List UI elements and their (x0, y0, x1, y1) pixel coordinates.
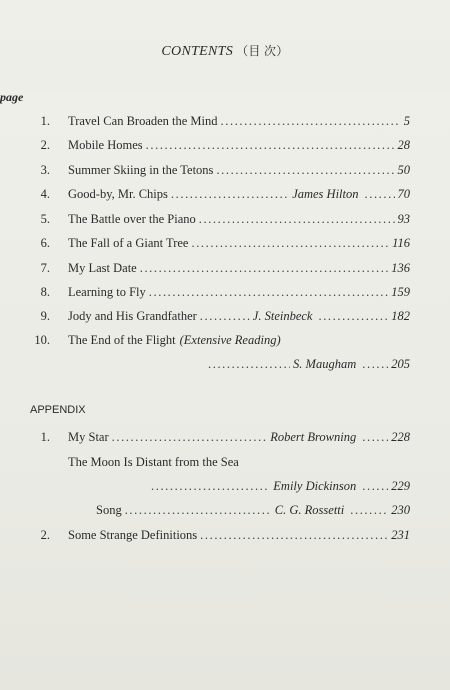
toc-entry (0, 283, 450, 301)
dot-leader (200, 307, 250, 325)
entry-number: 7. (40, 261, 50, 275)
entry-author: Robert Browning (270, 430, 357, 444)
entry-line (68, 283, 410, 301)
entry-line (68, 136, 410, 154)
entry-line (68, 526, 410, 544)
entry-number: 4. (40, 187, 50, 201)
entry-title: My Star (68, 430, 109, 444)
dot-leader (140, 259, 389, 277)
appendix-heading: APPENDIX (30, 404, 86, 416)
entry-title: Travel Can Broaden the Mind (68, 114, 218, 128)
entry-number: 1. (40, 114, 50, 128)
entry-title: The Moon Is Distant from the Sea (68, 455, 239, 469)
entry-line (68, 331, 410, 349)
page-column-header: page (0, 90, 450, 690)
entry-author: S. Maugham (293, 357, 357, 371)
entry-page: 228 (391, 430, 410, 444)
entry-line (68, 112, 410, 130)
entry-line (68, 259, 410, 277)
page-title (0, 42, 450, 60)
title-jp-text: （目 次） (236, 44, 289, 58)
dot-leader (112, 428, 268, 446)
toc-entry (0, 136, 450, 154)
entry-number: 9. (40, 309, 50, 323)
entry-title: The Battle over the Piano (68, 212, 196, 226)
entry-page: 136 (391, 261, 410, 275)
entry-number: 6. (40, 236, 50, 250)
toc-entry (0, 210, 450, 228)
dot-leader (362, 477, 388, 495)
toc-entry (0, 526, 450, 544)
dot-leader (216, 161, 394, 179)
toc-entry-continuation (0, 477, 450, 495)
dot-leader (199, 210, 395, 228)
entry-title: Learning to Fly (68, 285, 146, 299)
entry-number: 3. (40, 163, 50, 177)
entry-page: 230 (391, 503, 410, 517)
entry-page: 116 (392, 236, 410, 250)
dot-leader (221, 112, 401, 130)
entry-line (148, 477, 410, 495)
dot-leader (362, 355, 388, 373)
entry-title: The End of the Flight (68, 333, 176, 347)
dot-leader (151, 477, 270, 495)
entry-title-note: (Extensive Reading) (179, 333, 281, 347)
entry-number: 10. (34, 333, 50, 347)
entry-page: 182 (391, 309, 410, 323)
entry-page: 205 (391, 357, 410, 371)
dot-leader (362, 428, 388, 446)
entry-page: 5 (403, 114, 410, 128)
dot-leader (318, 307, 388, 325)
toc-entry (0, 453, 450, 471)
dot-leader (146, 136, 395, 154)
toc-entry (0, 428, 450, 446)
toc-entry (0, 161, 450, 179)
entry-line (68, 161, 410, 179)
title-text: CONTENTS (161, 44, 234, 59)
entry-page: 50 (397, 163, 410, 177)
entry-page: 229 (391, 479, 410, 493)
toc-entry-continuation (0, 355, 450, 373)
entry-title: The Fall of a Giant Tree (68, 236, 189, 250)
toc-entry (0, 259, 450, 277)
toc-entry (0, 501, 450, 519)
dot-leader (200, 526, 388, 544)
entry-number: 2. (40, 528, 50, 542)
entry-line (68, 453, 410, 471)
toc-entry (0, 234, 450, 252)
entry-page: 93 (397, 212, 410, 226)
toc-entry (0, 307, 450, 325)
entry-title: Some Strange Definitions (68, 528, 198, 542)
entry-author: Emily Dickinson (273, 479, 357, 493)
entry-title: Summer Skiing in the Tetons (68, 163, 214, 177)
entry-author: James Hilton (292, 187, 359, 201)
entry-title: My Last Date (68, 261, 137, 275)
entry-author: C. G. Rossetti (274, 503, 345, 517)
entry-number: 1. (40, 430, 50, 444)
entry-title: Good-by, Mr. Chips (68, 187, 168, 201)
entry-page: 231 (391, 528, 410, 542)
entry-line (68, 185, 410, 203)
toc-entry (0, 112, 450, 130)
toc-entry (0, 185, 450, 203)
entry-line (96, 501, 410, 519)
entry-number: 2. (40, 138, 50, 152)
dot-leader (149, 283, 388, 301)
entry-number: 8. (40, 285, 50, 299)
dot-leader (350, 501, 388, 519)
entry-title: Jody and His Grandfather (68, 309, 197, 323)
entry-line (68, 234, 410, 252)
entry-title: Song (96, 503, 122, 517)
dot-leader (191, 234, 389, 252)
entry-number: 5. (40, 212, 50, 226)
dot-leader (125, 501, 272, 519)
entry-line (68, 210, 410, 228)
dot-leader (208, 355, 290, 373)
entry-line (68, 428, 410, 446)
entry-author: J. Steinbeck (252, 309, 313, 323)
dot-leader (365, 185, 395, 203)
dot-leader (171, 185, 289, 203)
toc-entry (0, 331, 450, 349)
entry-line (68, 307, 410, 325)
entry-page: 70 (397, 187, 410, 201)
entry-title: Mobile Homes (68, 138, 143, 152)
entry-page: 159 (391, 285, 410, 299)
entry-page: 28 (397, 138, 410, 152)
entry-line (205, 355, 410, 373)
